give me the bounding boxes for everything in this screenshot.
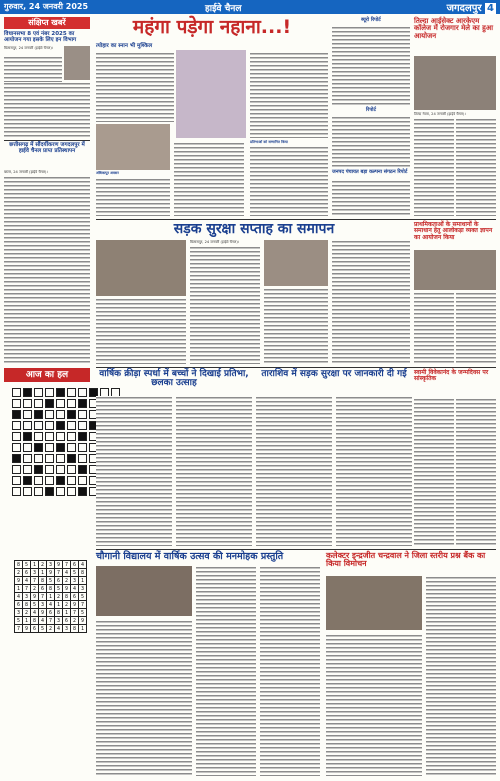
column-body-1 bbox=[332, 26, 410, 106]
sudoku-cell: 1 bbox=[55, 601, 63, 609]
school-event-body-a bbox=[96, 620, 192, 776]
lead-photo-flowers bbox=[176, 50, 246, 138]
lead-caption-2: प्रतिभाओं को सम्मानित किया bbox=[250, 140, 288, 144]
sudoku-cell: 9 bbox=[31, 593, 39, 601]
main-body-col3 bbox=[264, 288, 328, 364]
right-row3-body-a bbox=[414, 398, 454, 546]
sudoku-cell: 3 bbox=[31, 569, 39, 577]
right-top-headline: तिल्दा आईसेक्ट आरकेएम कॉलेज में रोजगार मेले का हुआ आयोजन bbox=[414, 17, 493, 40]
sudoku-cell: 6 bbox=[31, 625, 39, 633]
sudoku-cell: 8 bbox=[79, 569, 87, 577]
sudoku-cell: 3 bbox=[55, 617, 63, 625]
right-row3-body-b bbox=[456, 398, 496, 546]
lead-body-col1 bbox=[96, 52, 174, 122]
sudoku-cell: 5 bbox=[71, 569, 79, 577]
collector-photo bbox=[326, 576, 422, 630]
column-head-3: जनपद पंचायत बड़ा कल्पना संगठन रिपोर्ट bbox=[332, 169, 408, 175]
sudoku-cell: 9 bbox=[23, 625, 31, 633]
sudoku-cell: 5 bbox=[15, 617, 23, 625]
sudoku-cell: 7 bbox=[31, 577, 39, 585]
collector-headline: कलेक्टर इन्द्रजीत चन्द्रवाल ने जिला स्तरीय प्रश्न बैंक का किया विमोचन bbox=[326, 551, 486, 569]
sudoku-cell: 5 bbox=[31, 601, 39, 609]
sudoku-cell: 3 bbox=[39, 601, 47, 609]
sudoku-cell: 4 bbox=[71, 585, 79, 593]
sudoku-cell: 6 bbox=[63, 617, 71, 625]
job-fair-photo bbox=[414, 56, 496, 110]
sudoku-cell: 9 bbox=[39, 609, 47, 617]
main-body-col1 bbox=[96, 298, 186, 364]
main-photo-1 bbox=[96, 240, 186, 296]
sudoku-cell: 2 bbox=[15, 569, 23, 577]
sudoku-cell: 2 bbox=[55, 593, 63, 601]
sudoku-cell: 1 bbox=[79, 625, 87, 633]
sudoku-cell: 7 bbox=[55, 569, 63, 577]
sudoku-cell: 1 bbox=[79, 577, 87, 585]
sudoku-cell: 9 bbox=[79, 617, 87, 625]
sudoku-cell: 3 bbox=[71, 577, 79, 585]
main-body-col4 bbox=[332, 240, 410, 364]
sports-body-b bbox=[176, 396, 252, 546]
main-body-col2 bbox=[190, 246, 260, 364]
sudoku-cell: 9 bbox=[71, 601, 79, 609]
sudoku-cell: 2 bbox=[71, 617, 79, 625]
sudoku-cell: 6 bbox=[23, 569, 31, 577]
sudoku-solution bbox=[14, 560, 87, 633]
lead-body-col1b bbox=[96, 178, 170, 216]
road-info-headline: ताराशिव में सड़क सुरक्षा पर जानकारी दी गई bbox=[261, 369, 407, 379]
sudoku-cell: 2 bbox=[63, 601, 71, 609]
divider bbox=[96, 219, 496, 220]
sudoku-cell: 6 bbox=[47, 609, 55, 617]
right-top-body-a bbox=[414, 118, 454, 216]
main-headline: सड़क सुरक्षा सप्ताह का समापन bbox=[173, 221, 335, 237]
sudoku-cell: 5 bbox=[23, 561, 31, 569]
sudoku-cell: 8 bbox=[15, 561, 23, 569]
sudoku-cell: 8 bbox=[63, 593, 71, 601]
brief-news-body-1b bbox=[4, 82, 90, 137]
column-body-3 bbox=[332, 180, 410, 216]
sports-headline: वार्षिक क्रीड़ा स्पर्धा में बच्चों ने दिखाई प्रतिभा, छलका उत्साह bbox=[99, 369, 249, 389]
right-mid-headline-1: प्राथमिकताओं के समाधानों के समाधान हेतु आलोकड़ा व्यक्त ज्ञापन का आयोजन किया bbox=[414, 221, 493, 241]
right-mid-body-a bbox=[414, 292, 454, 364]
sudoku-cell: 8 bbox=[55, 609, 63, 617]
brief-news-byline-1: बिलासपुर, 24 जनवरी (हाईवे चैनल)। bbox=[4, 46, 54, 50]
brief-news-headline-2: छत्तीसगढ़ में सौंदर्यीकरण जगदलपुर में हाईवे चैनल प्राप्त प्रतिस्थापन bbox=[9, 142, 85, 154]
road-info-body-a bbox=[256, 396, 332, 546]
sudoku-cell: 3 bbox=[79, 585, 87, 593]
sudoku-cell: 2 bbox=[31, 585, 39, 593]
column-head-2: रिपोर्ट bbox=[366, 107, 376, 113]
school-event-photo bbox=[96, 566, 192, 616]
main-byline: बिलासपुर, 24 जनवरी (हाईवे चैनल)। bbox=[190, 240, 240, 244]
brief-news-byline-2: बस्तर, 24 जनवरी (हाईवे चैनल)। bbox=[4, 170, 48, 174]
sudoku-cell: 6 bbox=[71, 561, 79, 569]
sudoku-cell: 3 bbox=[47, 561, 55, 569]
lead-caption-1: अंबिकापुर अवसर bbox=[96, 171, 119, 175]
sudoku-cell: 7 bbox=[15, 625, 23, 633]
divider bbox=[4, 140, 90, 141]
masthead-bar bbox=[0, 0, 500, 14]
sudoku-cell: 7 bbox=[79, 601, 87, 609]
right-top-byline: तिल्दा नेवरा, 24 जनवरी (हाईवे चैनल)। bbox=[414, 112, 466, 116]
sudoku-cell: 5 bbox=[39, 625, 47, 633]
column-body-2 bbox=[332, 116, 410, 168]
sudoku-cell: 1 bbox=[47, 593, 55, 601]
sudoku-cell: 3 bbox=[15, 609, 23, 617]
brief-news-headline-1: विधानसभा 8 एवं नंबर 2025 का आयोजन गया इसके लिए इन विभाग bbox=[4, 31, 77, 43]
issue-date: गुरुवार, 24 जनवरी 2025 bbox=[4, 2, 89, 11]
school-event-body-b bbox=[196, 566, 256, 776]
sudoku-cell: 2 bbox=[63, 577, 71, 585]
sudoku-cell: 8 bbox=[31, 617, 39, 625]
main-photo-2 bbox=[264, 240, 328, 286]
paper-name: हाईवे चैनल bbox=[205, 4, 242, 14]
sudoku-cell: 7 bbox=[47, 617, 55, 625]
puzzle-title: आज का हल bbox=[4, 368, 90, 382]
sudoku-cell: 3 bbox=[63, 625, 71, 633]
lead-body-col3 bbox=[250, 52, 328, 138]
sudoku-cell: 5 bbox=[47, 577, 55, 585]
sudoku-cell: 8 bbox=[23, 601, 31, 609]
road-info-body-b bbox=[336, 396, 412, 546]
reporter-photo bbox=[64, 46, 90, 80]
sudoku-cell: 6 bbox=[15, 601, 23, 609]
sudoku-cell: 4 bbox=[39, 617, 47, 625]
city-name: जगदलपुर 4 bbox=[446, 3, 494, 14]
sports-body-a bbox=[96, 396, 172, 546]
sudoku-cell: 5 bbox=[79, 609, 87, 617]
sudoku-cell: 9 bbox=[55, 561, 63, 569]
sudoku-cell: 1 bbox=[63, 609, 71, 617]
sudoku-cell: 1 bbox=[15, 585, 23, 593]
divider bbox=[96, 549, 496, 550]
sudoku-cell: 8 bbox=[39, 577, 47, 585]
sudoku-cell: 5 bbox=[55, 585, 63, 593]
brief-news-box: संक्षिप्त खबरें bbox=[4, 17, 90, 29]
sudoku-cell: 7 bbox=[71, 609, 79, 617]
sudoku-cell: 4 bbox=[79, 561, 87, 569]
lead-photo-portrait bbox=[96, 124, 170, 170]
school-event-headline: चौगानी विद्यालय में वार्षिक उत्सव की मनमोहक प्रस्तुति bbox=[96, 551, 284, 562]
sudoku-cell: 6 bbox=[71, 593, 79, 601]
sudoku-cell: 6 bbox=[39, 585, 47, 593]
lead-body-col3b bbox=[250, 146, 328, 216]
collector-body-a bbox=[326, 634, 422, 776]
column-head-1: ब्यूरो रिपोर्ट bbox=[361, 17, 381, 23]
right-row3-headline: स्वामी विवेकानंद के जन्मदिवस पर सांस्कृतिक bbox=[414, 369, 489, 383]
sudoku-cell: 9 bbox=[47, 569, 55, 577]
collector-body-b bbox=[426, 576, 496, 776]
sudoku-cell: 1 bbox=[31, 561, 39, 569]
sudoku-cell: 7 bbox=[23, 585, 31, 593]
right-mid-body-b bbox=[456, 292, 496, 364]
sudoku-cell: 1 bbox=[23, 617, 31, 625]
school-event-body-c bbox=[260, 566, 320, 776]
page-number: 4 bbox=[487, 3, 494, 14]
sudoku-cell: 4 bbox=[63, 569, 71, 577]
sudoku-cell: 8 bbox=[47, 585, 55, 593]
lead-subhead: त्योहार का स्नान भी मुश्किल bbox=[96, 43, 153, 49]
divider bbox=[96, 367, 496, 368]
sudoku-cell: 4 bbox=[23, 577, 31, 585]
lead-body-col2b bbox=[174, 142, 244, 216]
right-mid-photo bbox=[414, 250, 496, 290]
sudoku-cell: 2 bbox=[23, 609, 31, 617]
sudoku-cell: 4 bbox=[55, 625, 63, 633]
sudoku-cell: 3 bbox=[23, 593, 31, 601]
sudoku-cell: 8 bbox=[71, 625, 79, 633]
brief-news-body-2 bbox=[4, 176, 90, 364]
sudoku-cell: 7 bbox=[63, 561, 71, 569]
sudoku-cell: 2 bbox=[39, 561, 47, 569]
lead-headline: महंगा पड़ेगा नहाना...! bbox=[132, 16, 292, 38]
sudoku-cell: 9 bbox=[15, 577, 23, 585]
sudoku-cell: 2 bbox=[47, 625, 55, 633]
sudoku-cell: 9 bbox=[63, 585, 71, 593]
sudoku-cell: 1 bbox=[39, 569, 47, 577]
sudoku-cell: 4 bbox=[47, 601, 55, 609]
sudoku-cell: 4 bbox=[15, 593, 23, 601]
sudoku-cell: 6 bbox=[55, 577, 63, 585]
sudoku-cell: 4 bbox=[31, 609, 39, 617]
sudoku-cell: 5 bbox=[79, 593, 87, 601]
right-top-body-b bbox=[456, 118, 496, 216]
sudoku-cell: 7 bbox=[39, 593, 47, 601]
